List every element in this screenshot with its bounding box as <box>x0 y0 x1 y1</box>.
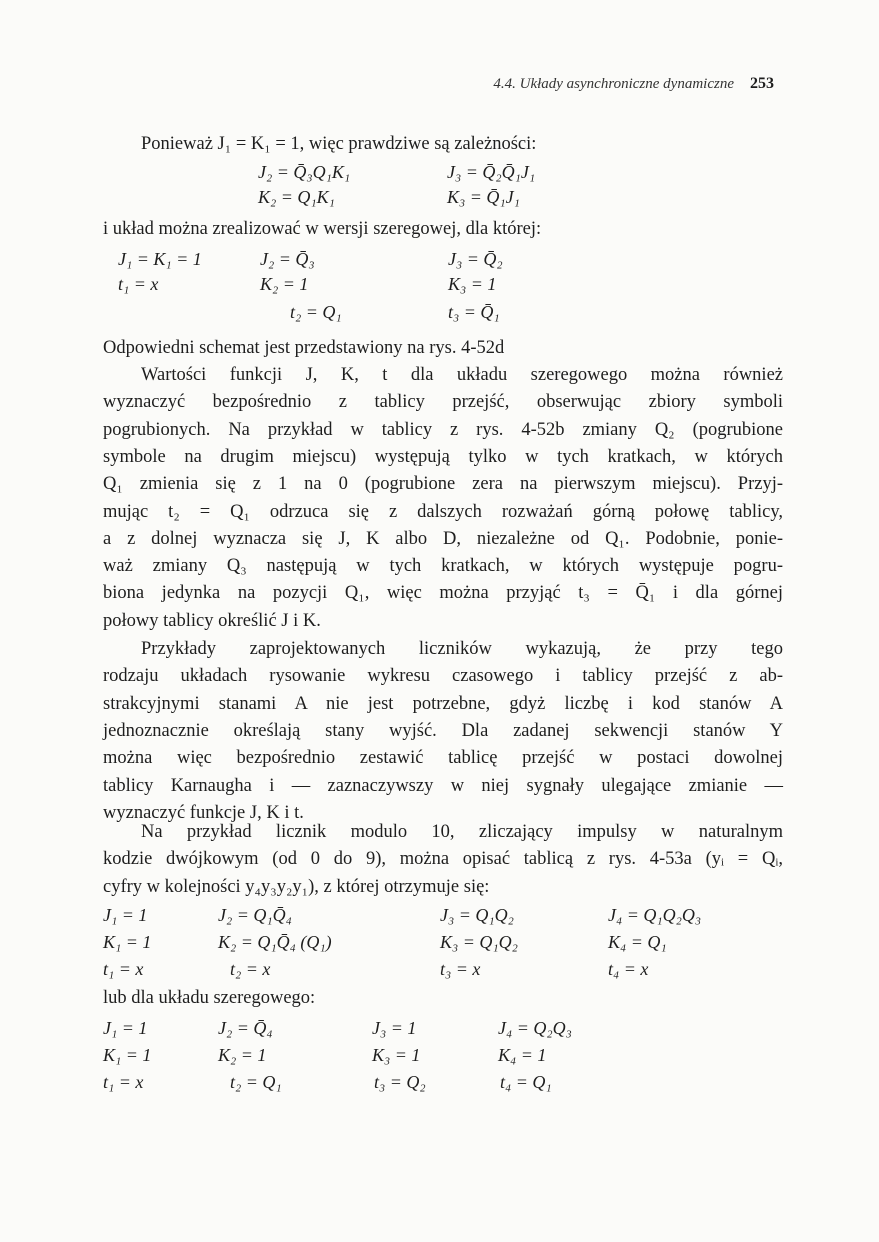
text-line: Wartości funkcji J, K, t dla układu szeregowego można również <box>141 365 783 385</box>
equation: K₂ = 1 <box>260 274 309 294</box>
equation: K₄ = 1 <box>498 1045 547 1065</box>
text-line: mując t₂ = Q₁ odrzuca się z dalszych rozważań górną połowę tablicy, <box>103 501 783 522</box>
equation-row <box>0 959 879 983</box>
equation: J₄ = Q₂Q₃ <box>498 1018 572 1038</box>
equation-row <box>0 905 879 929</box>
text-line: tablicy Karnaugha i — zaznaczywszy w niej sygnały ulegające zmianie — <box>103 775 783 796</box>
equation: K₃ = 1 <box>448 274 497 294</box>
equation: K₃ = Q₁Q₂ <box>440 932 518 952</box>
equation: J₁ = 1 <box>103 905 148 925</box>
equation-row <box>0 1072 879 1096</box>
text-line: można więc bezpośrednio zestawić tablicę przejść w postaci dowolnej <box>103 748 783 769</box>
equation: J₃ = Q₁Q₂ <box>440 905 514 925</box>
page-header <box>0 76 879 102</box>
text-line: wyznaczyć funkcje J, K i t. <box>103 802 304 823</box>
text-line: pogrubionych. Na przykład w tablicy z rys. 4-52b zmiany Q₂ (pogrubione <box>103 419 783 440</box>
equation: t₃ = Q̄₁ <box>448 302 500 322</box>
equation: t₄ = x <box>608 959 649 979</box>
equation: K₁ = 1 <box>103 932 152 952</box>
equation-row <box>0 162 879 186</box>
equation: t₄ = Q₁ <box>500 1072 552 1092</box>
equation: K₂ = 1 <box>218 1045 267 1065</box>
equation: t₃ = x <box>440 959 481 979</box>
equation: K₄ = Q₁ <box>608 932 667 952</box>
equation: J₄ = Q₁Q₂Q₃ <box>608 905 702 925</box>
equation: J₁ = 1 <box>103 1018 148 1038</box>
equation: t₁ = x <box>103 959 144 979</box>
equation: J₂ = Q̄₄ <box>218 1018 273 1038</box>
equation-row <box>0 274 879 298</box>
equation: t₂ = Q₁ <box>290 302 342 322</box>
text-line: Odpowiedni schemat jest przedstawiony na rys. 4-52d <box>103 338 505 358</box>
text-line: biona jedynka na pozycji Q₁, więc można przyjąć t₃ = Q̄₁ i dla górnej <box>103 583 783 604</box>
text-line: Przykłady zaprojektowanych liczników wykazują, że przy tego <box>141 639 783 659</box>
equation-row <box>0 302 879 326</box>
equation: K₂ = Q₁K₁ <box>258 187 335 207</box>
text-line: kodzie dwójkowym (od 0 do 9), można opisać tablicą z rys. 4-53a (yᵢ = Qᵢ, <box>103 849 783 870</box>
equation: J₁ = K₁ = 1 <box>118 249 202 269</box>
text-line: cyfry w kolejności y₄y₃y₂y₁), z której otrzymuje się: <box>103 876 490 897</box>
text-line: i układ można zrealizować w wersji szeregowej, dla której: <box>103 219 542 239</box>
text-line: a z dolnej wyznacza się J, K albo D, niezależne od Q₁. Podobnie, ponie- <box>103 528 783 549</box>
equation: J₃ = Q̄₂ <box>448 249 503 269</box>
text-line: Ponieważ J₁ = K₁ = 1, więc prawdziwe są zależności: <box>141 134 537 154</box>
equation: t₂ = Q₁ <box>230 1072 282 1092</box>
text-line: lub dla układu szeregowego: <box>103 988 316 1008</box>
text-line: Q₁ zmienia się z 1 na 0 (pogrubione zera na pierwszym miejscu). Przyj- <box>103 474 783 495</box>
equation-row <box>0 1018 879 1042</box>
equation: K₃ = Q̄₁J₁ <box>447 187 520 207</box>
text-line: strakcyjnymi stanami A nie jest potrzebne, gdyż liczbę i kod stanów A <box>103 693 783 714</box>
equation: K₁ = 1 <box>103 1045 152 1065</box>
text-line: wyznaczyć bezpośrednio z tablicy przejść, obserwując zbiory symboli <box>103 392 783 413</box>
equation: t₃ = Q₂ <box>374 1072 426 1092</box>
text-line: waż zmiany Q₃ następują w tych kratkach, w których występuje pogru- <box>103 556 783 577</box>
equation: J₂ = Q̄₃Q₁K₁ <box>258 162 351 182</box>
equation: t₁ = x <box>118 274 159 294</box>
equation-row <box>0 932 879 956</box>
equation: J₃ = Q̄₂Q̄₁J₁ <box>447 162 536 182</box>
equation: K₃ = 1 <box>372 1045 421 1065</box>
text-line: połowy tablicy określić J i K. <box>103 610 321 631</box>
text-line: jednoznacznie określają stany wyjść. Dla zadanej sekwencji stanów Y <box>103 720 783 741</box>
equation: K₂ = Q₁Q̄₄ (Q₁) <box>218 932 332 952</box>
equation-row <box>0 1045 879 1069</box>
equation: J₂ = Q₁Q̄₄ <box>218 905 292 925</box>
equation: t₂ = x <box>230 959 271 979</box>
equation-row <box>0 249 879 273</box>
text-line: Na przykład licznik modulo 10, zliczający impulsy w naturalnym <box>141 822 783 842</box>
equation: J₂ = Q̄₃ <box>260 249 315 269</box>
equation: t₁ = x <box>103 1072 144 1092</box>
page-number: 253 <box>750 75 774 92</box>
text-line: rodzaju układach rysowanie wykresu czasowego i tablicy przejść z ab- <box>103 666 783 687</box>
equation-row <box>0 187 879 211</box>
equation: J₃ = 1 <box>372 1018 417 1038</box>
running-head: 4.4. Układy asynchroniczne dynamiczne <box>493 76 734 92</box>
text-line: symbole na drugim miejscu) występują tylko w tych kratkach, w których <box>103 446 783 467</box>
